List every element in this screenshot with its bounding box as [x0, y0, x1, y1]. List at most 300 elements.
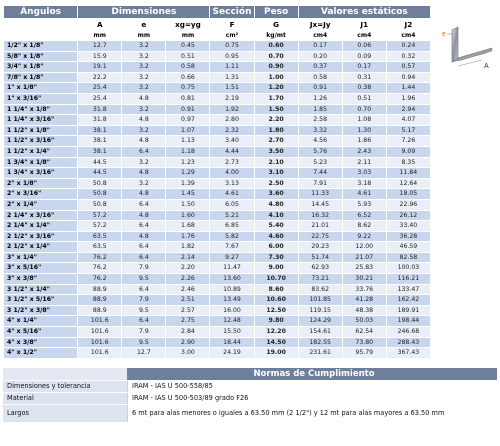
norm-value-material: IRAM - IAS U 500-503/89 grado F26: [127, 393, 497, 404]
cell-J1: 0.51: [343, 94, 386, 104]
cell-J1: 5.93: [343, 200, 386, 210]
cell-Jx: 11.33: [299, 189, 342, 199]
cell-A: 63.5: [78, 242, 121, 252]
cell-F: 7.67: [210, 242, 253, 252]
cell-A: 88.9: [78, 285, 121, 295]
col-header-J1: J1: [343, 19, 386, 30]
table-row: [4, 338, 430, 348]
norm-label-dimensiones: Dimensiones y tolerancia: [3, 381, 127, 392]
cell-A: 38.1: [78, 126, 121, 136]
table-row: [4, 115, 430, 125]
cell-e: 6.4: [122, 147, 165, 157]
table-row: [4, 73, 430, 83]
cell-angle: 2 1/2" x 3/16": [4, 232, 77, 242]
cell-J1: 0.38: [343, 83, 386, 93]
table-row: [4, 83, 430, 93]
cell-angle: 3 1/2" x 1/4": [4, 285, 77, 295]
angle-vertical-leg: [452, 27, 458, 62]
cell-G: 1.50: [255, 105, 298, 115]
cell-G: 1.70: [255, 94, 298, 104]
cell-F: 3.13: [210, 179, 253, 189]
cell-angle: 2" x 1/8": [4, 179, 77, 189]
cell-G: 1.20: [255, 83, 298, 93]
cell-A: 63.5: [78, 232, 121, 242]
cell-xg: 1.82: [166, 242, 209, 252]
cell-Jx: 231.61: [299, 348, 342, 358]
table-row: [4, 285, 430, 295]
cell-Jx: 16.32: [299, 211, 342, 221]
cell-e: 4.8: [122, 94, 165, 104]
cell-A: 31.8: [78, 115, 121, 125]
cell-Jx: 154.61: [299, 327, 342, 337]
cell-G: 8.60: [255, 285, 298, 295]
cell-J2: 11.84: [387, 168, 430, 178]
cell-A: 57.2: [78, 221, 121, 231]
cell-F: 13.60: [210, 274, 253, 284]
cell-xg: 1.76: [166, 232, 209, 242]
cell-Jx: 0.20: [299, 52, 342, 62]
cell-F: 1.92: [210, 105, 253, 115]
cell-xg: 1.60: [166, 211, 209, 221]
cell-xg: 1.45: [166, 189, 209, 199]
table-row: [4, 41, 430, 51]
unit-e: mm: [122, 31, 165, 40]
cell-Jx: 7.91: [299, 179, 342, 189]
cell-J1: 9.22: [343, 232, 386, 242]
cell-F: 9.27: [210, 253, 253, 263]
cell-A: 76.2: [78, 263, 121, 273]
table-row: [4, 147, 430, 157]
cell-J1: 41.28: [343, 295, 386, 305]
cell-J1: 30.21: [343, 274, 386, 284]
header-valores: Valores estáticos: [299, 6, 430, 18]
unit-F: cm²: [210, 31, 253, 40]
cell-J2: 0.57: [387, 62, 430, 72]
cell-F: 2.73: [210, 158, 253, 168]
cell-xg: 0.97: [166, 115, 209, 125]
cell-e: 7.9: [122, 295, 165, 305]
header-dimensiones: Dimensiones: [78, 6, 209, 18]
cell-xg: 2.84: [166, 327, 209, 337]
cell-e: 9.5: [122, 306, 165, 316]
col-header-xg: xg=yg: [166, 19, 209, 30]
norms-header-blank: [3, 368, 127, 380]
cell-e: 4.8: [122, 189, 165, 199]
cell-J2: 9.09: [387, 147, 430, 157]
cell-G: 4.10: [255, 211, 298, 221]
table-row: [4, 189, 430, 199]
cell-Jx: 5.76: [299, 147, 342, 157]
cell-F: 18.44: [210, 338, 253, 348]
cell-G: 12.50: [255, 306, 298, 316]
unit-J1: cm4: [343, 31, 386, 40]
cell-angle: 4" x 5/16": [4, 327, 77, 337]
cell-J2: 162.42: [387, 295, 430, 305]
cell-F: 5.82: [210, 232, 253, 242]
angle-profile-diagram: [438, 24, 496, 74]
cell-Jx: 5.23: [299, 158, 342, 168]
cell-angle: 2" x 3/16": [4, 189, 77, 199]
cell-xg: 1.07: [166, 126, 209, 136]
header-blank: [4, 19, 77, 40]
cell-Jx: 73.21: [299, 274, 342, 284]
cell-angle: 3" x 3/8": [4, 274, 77, 284]
header-seccion: Sección: [210, 6, 253, 18]
cell-G: 6.00: [255, 242, 298, 252]
cell-Jx: 182.55: [299, 338, 342, 348]
cell-A: 88.9: [78, 295, 121, 305]
cell-F: 13.49: [210, 295, 253, 305]
norm-value-largos: 6 mt para alas menores o iguales a 63.50 mm (2 1/2") y 12 mt para alas mayores a 63.50 mm: [127, 405, 497, 422]
cell-J2: 12.64: [387, 179, 430, 189]
cell-F: 5.21: [210, 211, 253, 221]
cell-A: 101.6: [78, 327, 121, 337]
cell-xg: 1.39: [166, 179, 209, 189]
cell-xg: 0.45: [166, 41, 209, 51]
table-row: [4, 126, 430, 136]
cell-F: 6.05: [210, 200, 253, 210]
cell-J1: 0.70: [343, 105, 386, 115]
header-angulos: Ángulos: [4, 6, 77, 18]
cell-J2: 22.96: [387, 200, 430, 210]
cell-G: 10.60: [255, 295, 298, 305]
cell-Jx: 124.29: [299, 316, 342, 326]
header-peso: Peso: [255, 6, 298, 18]
col-header-F: F: [210, 19, 253, 30]
col-header-G: G: [255, 19, 298, 30]
cell-J1: 1.08: [343, 115, 386, 125]
cell-J2: 8.35: [387, 158, 430, 168]
cell-e: 9.5: [122, 338, 165, 348]
cell-F: 12.48: [210, 316, 253, 326]
col-header-Jx: Jx=Jy: [299, 19, 342, 30]
norm-label-material: Material: [3, 393, 127, 404]
cell-J2: 367.43: [387, 348, 430, 358]
cell-e: 6.4: [122, 316, 165, 326]
cell-F: 11.47: [210, 263, 253, 273]
table-row: [4, 52, 430, 62]
cell-F: 4.00: [210, 168, 253, 178]
table-row: [4, 62, 430, 72]
cell-F: 2.19: [210, 94, 253, 104]
cell-angle: 1 1/2" x 1/8": [4, 126, 77, 136]
cell-angle: 1 3/4" x 3/16": [4, 168, 77, 178]
norms-title: Normas de Cumplimiento: [127, 368, 497, 380]
table-row: [4, 306, 430, 316]
cell-angle: 4" x 1/4": [4, 316, 77, 326]
cell-G: 1.80: [255, 126, 298, 136]
cell-e: 3.2: [122, 41, 165, 51]
cell-J2: 133.47: [387, 285, 430, 295]
cell-G: 4.60: [255, 232, 298, 242]
cell-xg: 1.68: [166, 221, 209, 231]
cell-J2: 82.58: [387, 253, 430, 263]
cell-Jx: 22.75: [299, 232, 342, 242]
cell-xg: 0.75: [166, 83, 209, 93]
cell-A: 12.7: [78, 41, 121, 51]
col-header-J2: J2: [387, 19, 430, 30]
label-A: A: [484, 63, 489, 70]
table-row: [4, 295, 430, 305]
cell-J1: 8.62: [343, 221, 386, 231]
cell-e: 4.8: [122, 211, 165, 221]
cell-G: 4.80: [255, 200, 298, 210]
cell-A: 31.8: [78, 105, 121, 115]
table-row: [4, 136, 430, 146]
cell-e: 12.7: [122, 348, 165, 358]
cell-e: 6.4: [122, 200, 165, 210]
cell-xg: 2.57: [166, 306, 209, 316]
cell-J1: 48.38: [343, 306, 386, 316]
cell-J2: 0.32: [387, 52, 430, 62]
cell-G: 19.00: [255, 348, 298, 358]
cell-xg: 1.13: [166, 136, 209, 146]
cell-A: 50.8: [78, 179, 121, 189]
cell-F: 4.44: [210, 147, 253, 157]
cell-angle: 7/8" x 1/8": [4, 73, 77, 83]
cell-A: 15.9: [78, 52, 121, 62]
cell-G: 3.10: [255, 168, 298, 178]
cell-Jx: 0.17: [299, 41, 342, 51]
cell-angle: 3 1/2" x 5/16": [4, 295, 77, 305]
cell-A: 76.2: [78, 253, 121, 263]
cell-xg: 2.26: [166, 274, 209, 284]
cell-F: 2.32: [210, 126, 253, 136]
cell-xg: 0.81: [166, 94, 209, 104]
cell-G: 0.60: [255, 41, 298, 51]
cell-e: 4.8: [122, 232, 165, 242]
cell-G: 2.70: [255, 136, 298, 146]
norm-label-largos: Largos: [3, 405, 127, 422]
cell-angle: 2 1/4" x 1/4": [4, 221, 77, 231]
cell-J1: 0.09: [343, 52, 386, 62]
cell-xg: 2.75: [166, 316, 209, 326]
cell-Jx: 29.23: [299, 242, 342, 252]
cell-J2: 26.12: [387, 211, 430, 221]
cell-J1: 62.54: [343, 327, 386, 337]
cell-G: 3.50: [255, 147, 298, 157]
cell-A: 50.8: [78, 200, 121, 210]
cell-A: 25.4: [78, 83, 121, 93]
cell-A: 76.2: [78, 274, 121, 284]
cell-angle: 5/8" x 1/8": [4, 52, 77, 62]
cell-A: 101.6: [78, 338, 121, 348]
cell-J1: 1.86: [343, 136, 386, 146]
table-row: [4, 105, 430, 115]
cell-G: 12.20: [255, 327, 298, 337]
cell-J1: 4.61: [343, 189, 386, 199]
cell-J1: 25.83: [343, 263, 386, 273]
cell-angle: 4" x 1/2": [4, 348, 77, 358]
cell-e: 3.2: [122, 158, 165, 168]
cell-e: 6.4: [122, 221, 165, 231]
cell-xg: 1.50: [166, 200, 209, 210]
cell-e: 3.2: [122, 73, 165, 83]
cell-xg: 2.46: [166, 285, 209, 295]
cell-F: 0.75: [210, 41, 253, 51]
cell-J1: 3.18: [343, 179, 386, 189]
table-row: [4, 94, 430, 104]
cell-e: 7.9: [122, 263, 165, 273]
cell-J2: 288.43: [387, 338, 430, 348]
cell-Jx: 1.26: [299, 94, 342, 104]
cell-e: 6.4: [122, 285, 165, 295]
cell-J1: 0.31: [343, 73, 386, 83]
norm-value-dimensiones: IRAM - IAS U 500-558/85: [127, 381, 497, 392]
cell-F: 10.89: [210, 285, 253, 295]
cell-xg: 1.29: [166, 168, 209, 178]
cell-J2: 1.44: [387, 83, 430, 93]
cell-G: 0.90: [255, 62, 298, 72]
cell-Jx: 3.32: [299, 126, 342, 136]
cell-e: 3.2: [122, 52, 165, 62]
cell-J2: 36.28: [387, 232, 430, 242]
cell-Jx: 119.15: [299, 306, 342, 316]
cell-Jx: 51.74: [299, 253, 342, 263]
cell-A: 57.2: [78, 211, 121, 221]
cell-Jx: 7.44: [299, 168, 342, 178]
cell-J2: 1.96: [387, 94, 430, 104]
cell-F: 0.95: [210, 52, 253, 62]
col-header-A: A: [78, 19, 121, 30]
cell-xg: 2.20: [166, 263, 209, 273]
cell-Jx: 0.91: [299, 83, 342, 93]
cell-Jx: 2.58: [299, 115, 342, 125]
cell-e: 3.2: [122, 83, 165, 93]
cell-G: 5.40: [255, 221, 298, 231]
cell-J2: 2.94: [387, 105, 430, 115]
unit-J2: cm4: [387, 31, 430, 40]
cell-J2: 4.07: [387, 115, 430, 125]
cell-J2: 0.24: [387, 41, 430, 51]
cell-G: 2.50: [255, 179, 298, 189]
cell-G: 2.10: [255, 158, 298, 168]
cell-J2: 0.94: [387, 73, 430, 83]
unit-Jx: cm4: [299, 31, 342, 40]
cell-angle: 1 1/2" x 3/16": [4, 136, 77, 146]
cell-xg: 3.00: [166, 348, 209, 358]
cell-e: 3.2: [122, 126, 165, 136]
angle-specs-table: [3, 5, 431, 359]
cell-F: 2.80: [210, 115, 253, 125]
label-e: e: [442, 31, 446, 38]
table-row: [4, 263, 430, 273]
cell-G: 9.80: [255, 316, 298, 326]
unit-G: kg/mt: [255, 31, 298, 40]
cell-e: 7.9: [122, 327, 165, 337]
cell-J1: 21.07: [343, 253, 386, 263]
cell-J1: 50.03: [343, 316, 386, 326]
cell-Jx: 0.58: [299, 73, 342, 83]
unit-A: mm: [78, 31, 121, 40]
table-row: [4, 221, 430, 231]
cell-G: 0.70: [255, 52, 298, 62]
cell-A: 25.4: [78, 94, 121, 104]
cell-e: 4.8: [122, 168, 165, 178]
cell-angle: 1 1/2" x 1/4": [4, 147, 77, 157]
cell-e: 9.5: [122, 274, 165, 284]
cell-angle: 4" x 3/8": [4, 338, 77, 348]
cell-F: 4.61: [210, 189, 253, 199]
cell-e: 4.8: [122, 115, 165, 125]
table-row: [4, 348, 430, 358]
cell-J2: 246.68: [387, 327, 430, 337]
cell-A: 22.2: [78, 73, 121, 83]
cell-J1: 33.76: [343, 285, 386, 295]
cell-J1: 2.43: [343, 147, 386, 157]
cell-J1: 6.52: [343, 211, 386, 221]
cell-angle: 1/2" x 1/8": [4, 41, 77, 51]
cell-A: 38.1: [78, 136, 121, 146]
cell-angle: 3" x 5/16": [4, 263, 77, 273]
cell-angle: 3 1/2" x 3/8": [4, 306, 77, 316]
cell-J2: 116.21: [387, 274, 430, 284]
cell-A: 88.9: [78, 306, 121, 316]
cell-J1: 1.30: [343, 126, 386, 136]
angle-top-face: [458, 48, 492, 61]
cell-A: 44.5: [78, 168, 121, 178]
cell-Jx: 83.62: [299, 285, 342, 295]
cell-J2: 18.05: [387, 189, 430, 199]
cell-J1: 2.11: [343, 158, 386, 168]
cell-J2: 5.17: [387, 126, 430, 136]
cell-A: 44.5: [78, 158, 121, 168]
cell-G: 7.30: [255, 253, 298, 263]
table-row: [4, 242, 430, 252]
cell-G: 2.20: [255, 115, 298, 125]
cell-Jx: 101.85: [299, 295, 342, 305]
cell-A: 19.1: [78, 62, 121, 72]
cell-xg: 0.51: [166, 52, 209, 62]
cell-F: 3.40: [210, 136, 253, 146]
cell-F: 16.00: [210, 306, 253, 316]
table-row: [4, 211, 430, 221]
cell-A: 38.1: [78, 147, 121, 157]
cell-J2: 46.59: [387, 242, 430, 252]
cell-F: 1.31: [210, 73, 253, 83]
cell-xg: 1.23: [166, 158, 209, 168]
cell-xg: 0.66: [166, 73, 209, 83]
table-row: [4, 316, 430, 326]
cell-angle: 2 1/4" x 3/16": [4, 211, 77, 221]
cell-Jx: 1.85: [299, 105, 342, 115]
cell-J1: 73.80: [343, 338, 386, 348]
cell-F: 6.85: [210, 221, 253, 231]
cell-J1: 0.17: [343, 62, 386, 72]
cell-xg: 2.90: [166, 338, 209, 348]
cell-e: 4.8: [122, 136, 165, 146]
cell-angle: 3" x 1/4": [4, 253, 77, 263]
dim-A-line: [458, 60, 482, 66]
cell-e: 3.2: [122, 62, 165, 72]
cell-A: 101.6: [78, 348, 121, 358]
cell-angle: 2" x 1/4": [4, 200, 77, 210]
cell-xg: 0.91: [166, 105, 209, 115]
cell-e: 3.2: [122, 105, 165, 115]
cell-Jx: 14.45: [299, 200, 342, 210]
cell-e: 6.4: [122, 242, 165, 252]
unit-xg: mm: [166, 31, 209, 40]
table-body: [4, 41, 430, 358]
cell-Jx: 62.93: [299, 263, 342, 273]
cell-F: 1.11: [210, 62, 253, 72]
table-row: [4, 179, 430, 189]
cell-G: 14.50: [255, 338, 298, 348]
cell-e: 3.2: [122, 179, 165, 189]
cell-angle: 1 3/4" x 1/8": [4, 158, 77, 168]
cell-xg: 2.51: [166, 295, 209, 305]
table-row: [4, 327, 430, 337]
